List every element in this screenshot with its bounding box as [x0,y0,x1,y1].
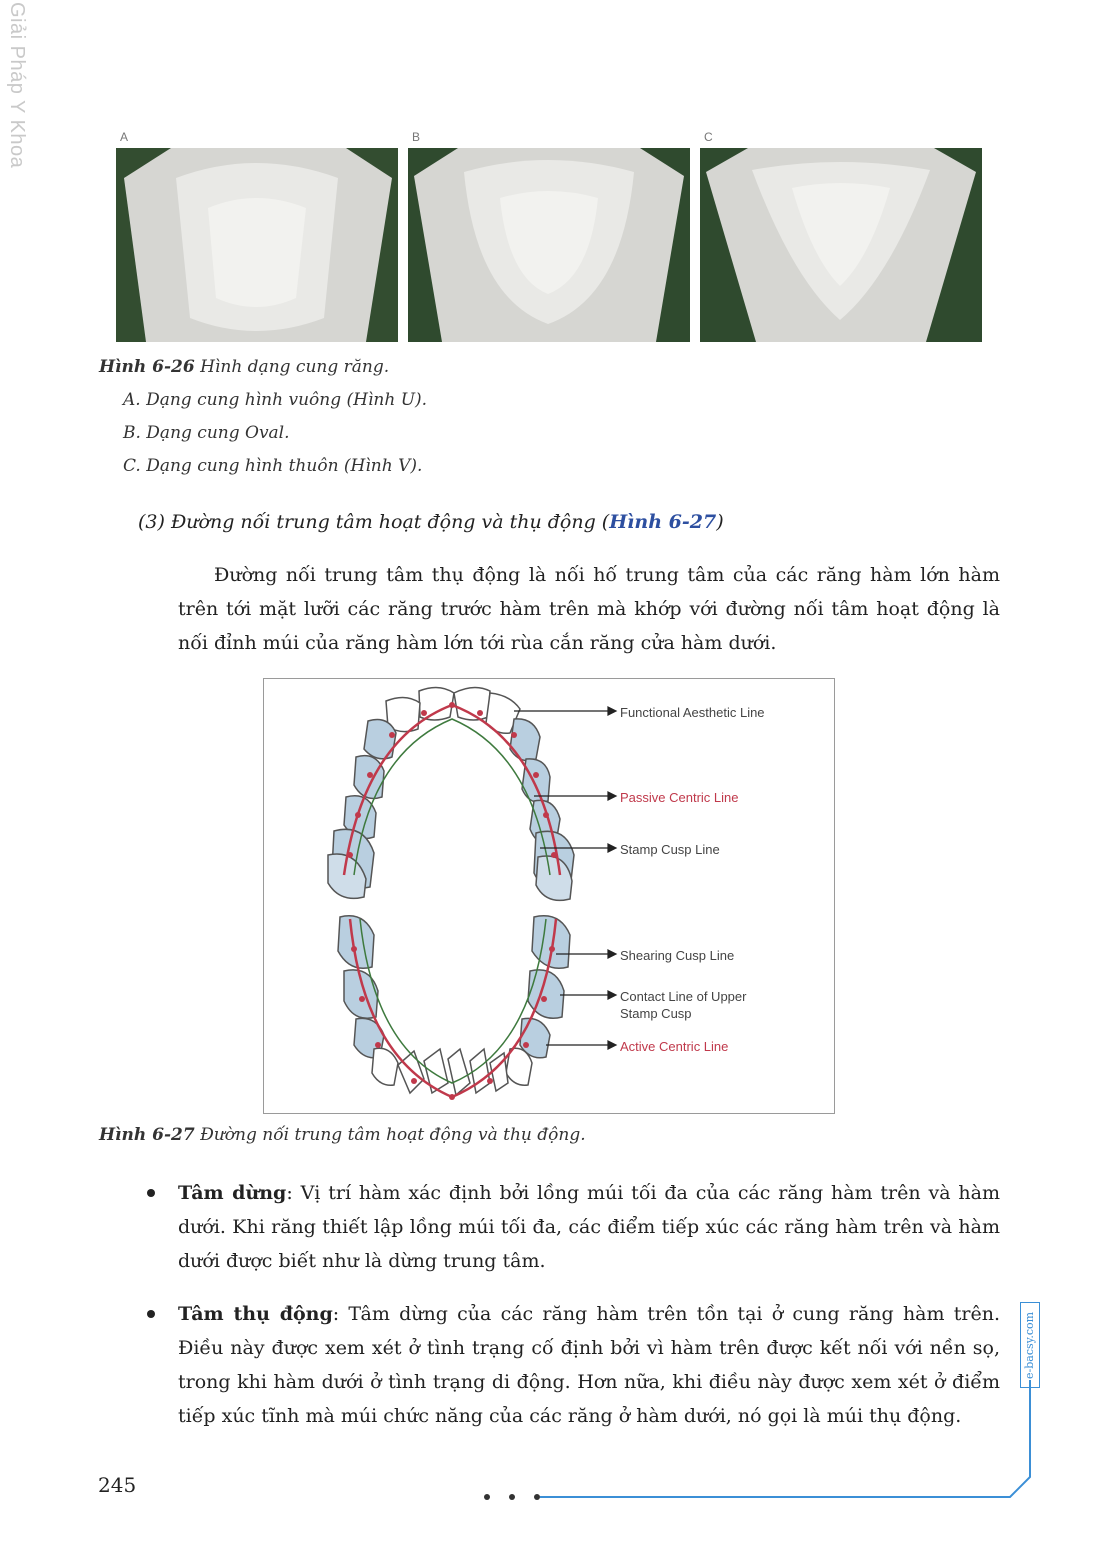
figure-6-27-title: Đường nối trung tâm hoạt động và thụ động. [200,1125,586,1145]
figure-reference-link[interactable]: Hình 6-27 [609,511,717,533]
photo-c [700,130,982,342]
footer-dot [509,1494,515,1500]
photo-c-tag: C [704,130,713,144]
page-number: 245 [98,1473,137,1497]
bullet-dot [147,1310,155,1318]
bullet-text: : Tâm dừng của các răng hàm trên tồn tại ở cung răng hàm trên. Điều này được xem xét ở tình trạng cố định bởi vì hàm trên được kết nối với nền sọ, trong khi hàm dưới ở tình trạng di động. Hơn nữa, khi điều này được xem xét ở điểm tiếp xúc tĩnh mà múi chức năng của các răng ở hàm dưới, nó gọi là múi thụ động. [178,1303,1000,1427]
section-paragraph: Đường nối trung tâm thụ động là nối hố trung tâm của các răng hàm lớn hàm trên tới mặt lưỡi các răng trước hàm trên mà khớp với đường nối tâm hoạt động là nối đỉnh múi của răng hàm lớn tới rùa cắn răng cửa hàm dưới. [178,564,1000,654]
contact-line-label-2: Stamp Cusp [620,1006,692,1021]
side-watermark: Giải Pháp Y Khoa [6,2,28,169]
site-watermark: e-bacsy.com [1020,1302,1040,1388]
dental-arch-diagram [264,679,834,1113]
bullet-dot [147,1189,155,1197]
passive-centric-line-label: Passive Centric Line [620,790,739,805]
footer-dot [484,1494,490,1500]
figure-6-26-caption [99,357,389,377]
footer-rule [540,1380,1040,1500]
contact-line-label-1: Contact Line of Upper [620,989,747,1004]
photo-a-tag: A [120,130,129,144]
stamp-cusp-line-label: Stamp Cusp Line [620,842,720,857]
photo-b [408,130,690,342]
photo-b-tag: B [412,130,421,144]
bullet-text: : Vị trí hàm xác định bởi lồng múi tối đa của các răng hàm trên và hàm dưới. Khi răng thiết lập lồng múi tối đa, các điểm tiếp xúc các răng hàm trên và hàm dưới được biết như là dừng trung tâm. [178,1182,1000,1272]
photo-a [116,130,398,342]
bullet-term: Tâm thụ động [178,1303,333,1325]
bullet-item-tam-dung [178,1176,1000,1278]
centric-line-diagram [263,678,835,1114]
oval-arch-image [408,148,690,342]
caption-item-b: B. Dạng cung Oval. [123,423,290,443]
figure-6-26-label: Hình 6-26 [99,357,195,377]
section-heading [138,511,724,533]
square-arch-image [116,148,398,342]
caption-item-a: A. Dạng cung hình vuông (Hình U). [123,390,428,410]
dental-arch-photos [116,130,982,342]
heading-text: (3) Đường nối trung tâm hoạt động và thụ động ( [138,511,610,533]
caption-item-c: C. Dạng cung hình thuôn (Hình V). [123,456,423,476]
shearing-cusp-line-label: Shearing Cusp Line [620,948,735,963]
figure-6-27-label: Hình 6-27 [99,1125,195,1145]
heading-close: ) [716,511,724,533]
functional-aesthetic-line-label: Functional Aesthetic Line [620,705,765,720]
bullet-term: Tâm dừng [178,1182,287,1204]
figure-6-27-caption [99,1125,586,1145]
tapered-arch-image [700,148,982,342]
active-centric-line-label: Active Centric Line [620,1039,729,1054]
figure-6-26-title: Hình dạng cung răng. [200,357,390,377]
